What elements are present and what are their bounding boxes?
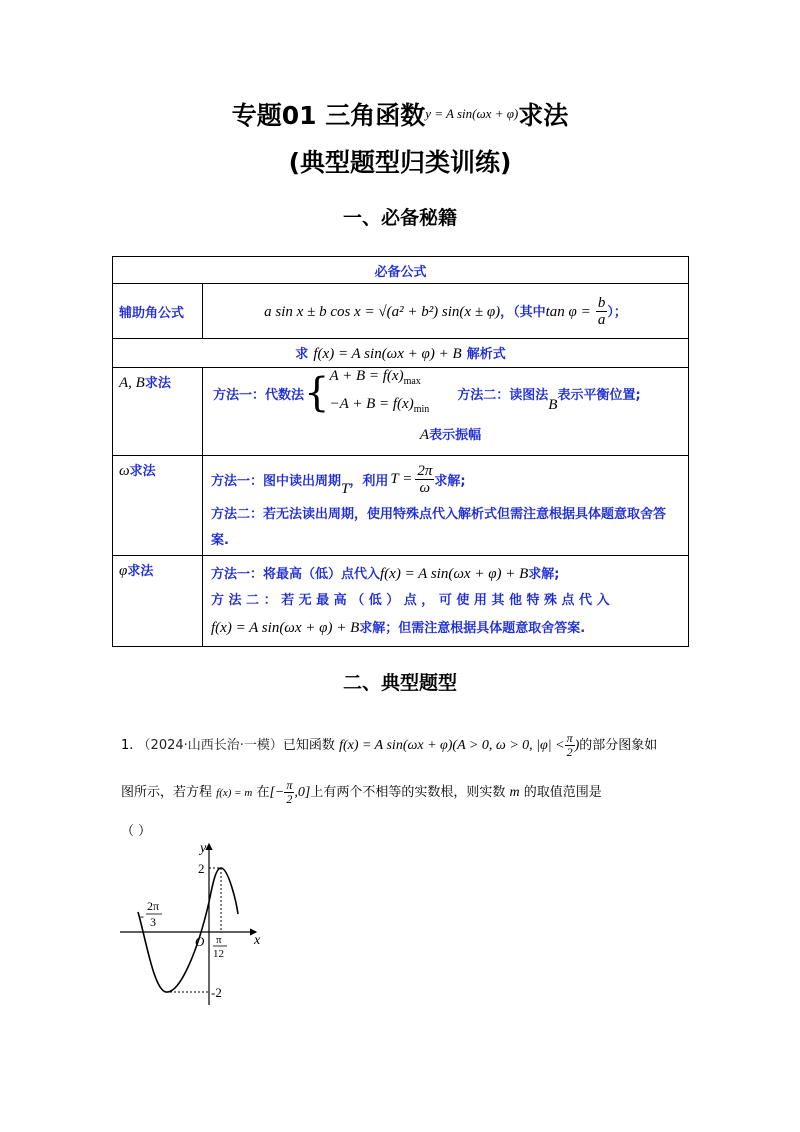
title-formula: y = A sin(ωx + φ) bbox=[425, 106, 519, 121]
phi-method-2b: f(x) = A sin(ωx + φ) + B求解；但需注意根据具体题意取舍答案. bbox=[211, 620, 586, 636]
phi-method-2a: 方 法 二 ： 若 无 最 高 （ 低 ） 点 ， 可 使 用 其 他 特 殊 点 代 入 bbox=[211, 593, 610, 608]
aux-note-prefix: ，（其中 bbox=[500, 304, 546, 320]
solve-formula: f(x) = A sin(ωx + φ) + B bbox=[313, 346, 462, 362]
title-suffix: 求法 bbox=[518, 101, 569, 130]
omega-fraction: $\frac{2\pi}{\omega}$ bbox=[417, 462, 433, 496]
formula-table bbox=[112, 256, 689, 647]
omega-method-2: 方法二：若无法读出周期，使用特殊点代入解析式但需注意根据具体题意取舍答案. bbox=[211, 507, 667, 548]
interval-fraction: $\frac{\pi}{2}$ bbox=[286, 778, 293, 806]
min-label: -2 bbox=[211, 985, 222, 1000]
left-tick-sign: - bbox=[140, 909, 144, 923]
question-1-line-1: 1. （2024·山西长治·一模）已知函数 f(x) = A sin(ωx + φ)(A > 0, ω > 0, |φ| < $\frac{\pi}{2}$ )的部分图象如 bbox=[121, 731, 658, 759]
left-tick-num: 2π bbox=[147, 899, 160, 913]
sine-curve bbox=[138, 868, 238, 992]
ab-method-1: 方法一：代数法 bbox=[213, 387, 305, 403]
title-prefix: 专题01 三角函数 bbox=[231, 101, 426, 130]
aux-note-fraction: $\frac{b}{a}$ bbox=[597, 294, 606, 328]
phi-label: φ求法 bbox=[113, 556, 203, 647]
aux-angle-formula-cell bbox=[203, 284, 689, 339]
ab-method-2-var: B bbox=[548, 396, 558, 413]
y-axis-label: y bbox=[200, 841, 207, 856]
ab-method-2: 方法二：读图法 bbox=[457, 387, 549, 403]
ab-label: A, B求法 bbox=[113, 368, 203, 456]
omega-label: ω求法 bbox=[113, 456, 203, 556]
solve-row: 求 f(x) = A sin(ωx + φ) + B 解析式 bbox=[113, 339, 689, 368]
right-tick-den: 12 bbox=[213, 948, 224, 960]
omega-methods-cell: 方法一：图中读出周期 T ，利用 T = $\frac{2\pi}{\omega}$ 求解; 方法二：若无法读出周期，使用特殊点代入解析式但需注意根据具体题意取舍答案. bbox=[203, 456, 689, 556]
phi-methods-cell bbox=[203, 556, 689, 647]
ab-amplitude-line: A表示振幅 bbox=[419, 427, 482, 443]
ab-system: $A + B = f(x)_{max}$ $-A + B = f(x)_{min}$ bbox=[329, 368, 430, 415]
ab-methods-cell bbox=[203, 368, 689, 456]
page-title bbox=[0, 96, 800, 132]
aux-note-suffix: ）； bbox=[607, 304, 627, 320]
x-axis-label: x bbox=[254, 933, 261, 948]
table-header: 必备公式 bbox=[113, 257, 689, 284]
section-heading-1: 一、必备秘籍 bbox=[342, 207, 457, 229]
phi-method-1: 方法一：将最高（低）点代入f(x) = A sin(ωx + φ) + B求解; bbox=[211, 566, 560, 582]
question-1-line-2: 图所示，若方程 f(x) = m 在[− $\frac{\pi}{2}$ ,0]上有两个不相等的实数根，则实数 m 的取值范围是 bbox=[121, 778, 602, 806]
section-heading-2: 二、典型题型 bbox=[342, 672, 457, 694]
system-brace: { bbox=[304, 370, 330, 416]
right-tick-num: π bbox=[216, 934, 222, 946]
origin-label: O bbox=[195, 934, 205, 949]
page-subtitle: (典型题型归类训练) bbox=[288, 148, 512, 177]
phi-bound-fraction: $\frac{\pi}{2}$ bbox=[566, 731, 573, 759]
max-label: 2 bbox=[198, 861, 205, 876]
aux-note-tan: tan φ = bbox=[545, 303, 591, 320]
ab-method-2-end: 表示平衡位置; bbox=[557, 387, 641, 403]
left-tick-den: 3 bbox=[150, 915, 156, 929]
aux-angle-formula: a sin x ± b cos x = √(a² + b²) sin(x ± φ) bbox=[264, 303, 501, 320]
aux-angle-label: 辅助角公式 bbox=[113, 284, 203, 339]
function-graph bbox=[118, 840, 278, 1015]
question-1-answer-blank: （ ） bbox=[121, 824, 152, 839]
